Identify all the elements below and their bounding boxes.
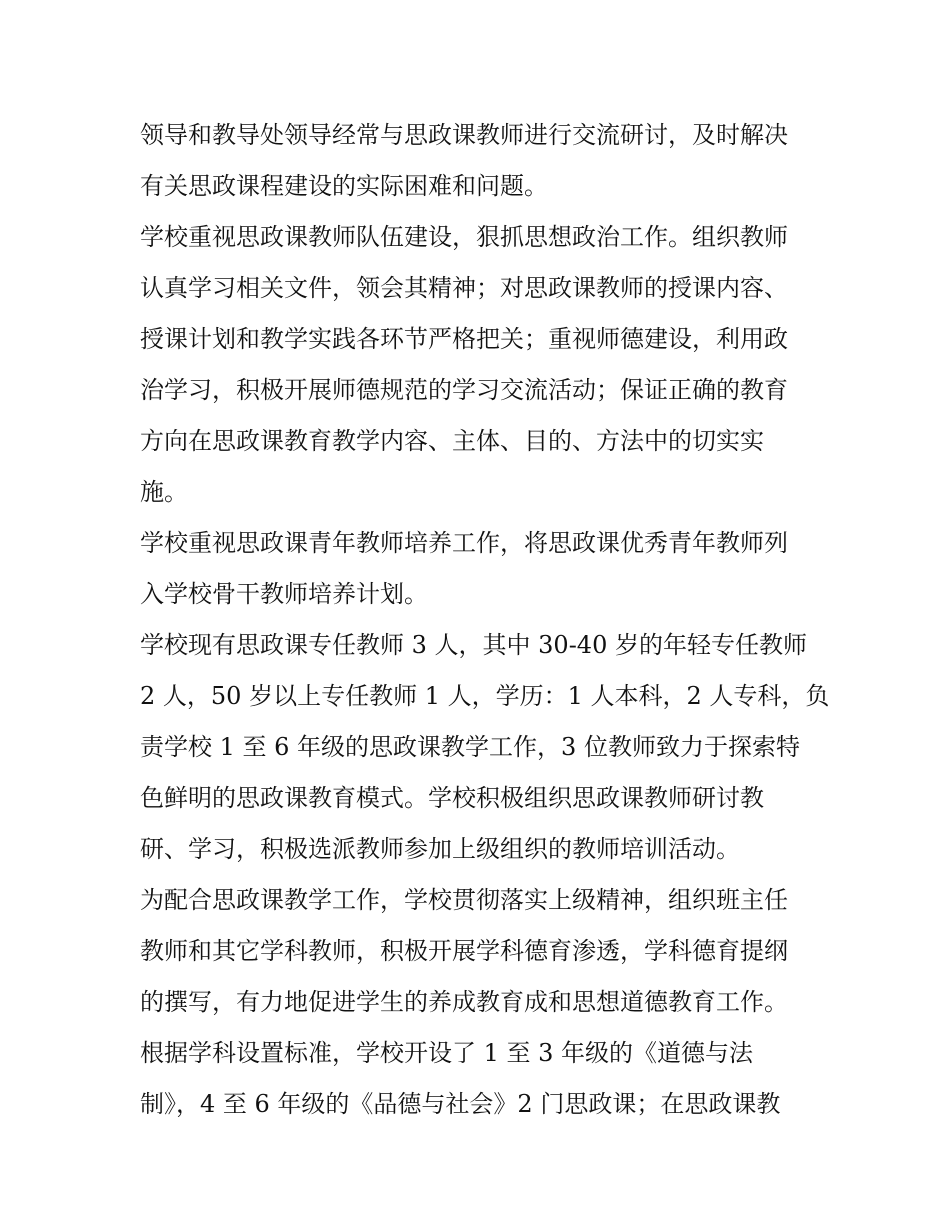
text-line-12: 2 人，50 岁以上专任教师 1 人，学历：1 人本科，2 人专科，负: [140, 682, 830, 710]
text-line-9: 学校重视思政课青年教师培养工作，将思政课优秀青年教师列: [140, 529, 788, 557]
text-line-4: 认真学习相关文件，领会其精神；对思政课教师的授课内容、: [140, 274, 788, 302]
text-line-1: 领导和教导处领导经常与思政课教师进行交流研讨，及时解决: [140, 121, 788, 149]
text-line-16: 为配合思政课教学工作，学校贯彻落实上级精神，组织班主任: [140, 886, 788, 914]
text-line-20: 制》，4 至 6 年级的《品德与社会》2 门思政课；在思政课教: [140, 1090, 781, 1118]
text-line-8: 施。: [140, 478, 188, 506]
text-line-15: 研、学习，积极选派教师参加上级组织的教师培训活动。: [140, 835, 740, 863]
text-line-7: 方向在思政课教育教学内容、主体、目的、方法中的切实实: [140, 427, 764, 455]
text-line-13: 责学校 1 至 6 年级的思政课教学工作，3 位教师致力于探索特: [140, 733, 800, 761]
text-line-10: 入学校骨干教师培养计划。: [140, 580, 428, 608]
text-line-5: 授课计划和教学实践各环节严格把关；重视师德建设，利用政: [140, 325, 788, 353]
text-line-14: 色鲜明的思政课教育模式。学校积极组织思政课教师研讨教: [140, 784, 764, 812]
text-line-19: 根据学科设置标准，学校开设了 1 至 3 年级的《道德与法: [140, 1039, 754, 1067]
text-line-3: 学校重视思政课教师队伍建设，狠抓思想政治工作。组织教师: [140, 223, 788, 251]
text-line-6: 治学习，积极开展师德规范的学习交流活动；保证正确的教育: [140, 376, 788, 404]
document-body: [140, 110, 830, 1130]
text-line-2: 有关思政课程建设的实际困难和问题。: [140, 172, 548, 200]
text-line-17: 教师和其它学科教师，积极开展学科德育渗透，学科德育提纲: [140, 937, 788, 965]
text-line-18: 的撰写，有力地促进学生的养成教育成和思想道德教育工作。: [140, 988, 788, 1016]
text-line-11: 学校现有思政课专任教师 3 人，其中 30-40 岁的年轻专任教师: [140, 631, 807, 659]
